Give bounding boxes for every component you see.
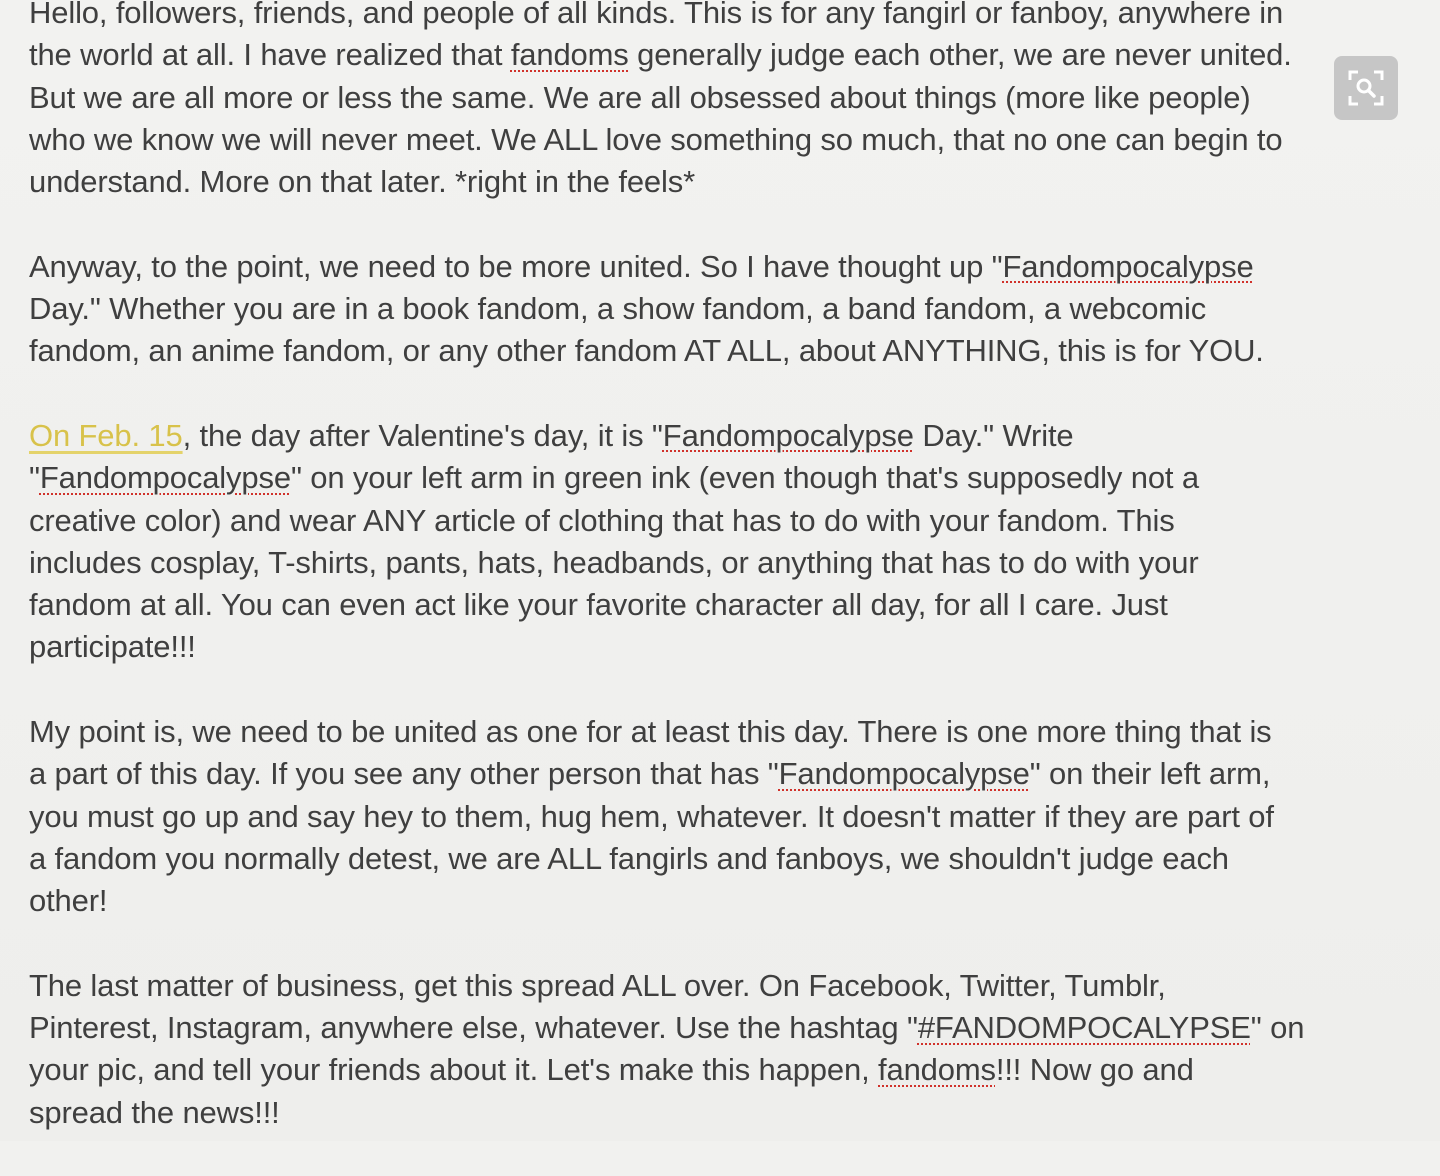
spellcheck-word[interactable]: Fandompocalypse [39, 460, 291, 496]
text-line: a fandom you normally detest, we are ALL fangirls and fanboys, we shouldn't judge each [29, 840, 1229, 876]
text-line: On Feb. 15, the day after Valentine's day, it is "Fandompocalypse Day." Write [29, 417, 1074, 453]
zoom-button[interactable] [1334, 56, 1398, 120]
text-line: your pic, and tell your friends about it. Let's make this happen, fandoms!!! Now go and [29, 1052, 1194, 1088]
text-line: who we know we will never meet. We ALL love something so much, that no one can begin to [29, 121, 1283, 157]
spellcheck-word[interactable]: Fandompocalypse [662, 417, 914, 453]
text-line: Anyway, to the point, we need to be more united. So I have thought up "Fandompocalypse [29, 248, 1254, 284]
text-line: creative color) and wear ANY article of clothing that has to do with your fandom. This [29, 502, 1175, 538]
spellcheck-word[interactable]: #FANDOMPOCALYPSE [917, 1010, 1251, 1046]
post-text [29, 0, 1399, 1176]
text-line: Hello, followers, friends, and people of all kinds. This is for any fangirl or fanboy, anywhere in [29, 0, 1284, 30]
text-line: includes cosplay, T-shirts, pants, hats, headbands, or anything that has to do with your [29, 544, 1199, 580]
text-line: "Fandompocalypse" on your left arm in green ink (even though that's supposedly not a [29, 460, 1199, 496]
text-line: a part of this day. If you see any other person that has "Fandompocalypse" on their left arm, [29, 756, 1271, 792]
paragraph-intro [29, 0, 1399, 203]
zoom-search-icon [1346, 68, 1386, 108]
text-line: Day." Whether you are in a book fandom, a show fandom, a band fandom, a webcomic [29, 291, 1207, 327]
text-line: My point is, we need to be united as one for at least this day. There is one more thing that is [29, 714, 1272, 750]
text-line: other! [29, 883, 108, 919]
text-line: understand. More on that later. *right in the feels* [29, 164, 695, 200]
text-line: Pinterest, Instagram, anywhere else, whatever. Use the hashtag "#FANDOMPOCALYPSE" on [29, 1010, 1305, 1046]
text-line: the world at all. I have realized that fandoms generally judge each other, we are never united. [29, 37, 1292, 73]
text-line: But we are all more or less the same. We are all obsessed about things (more like people) [29, 79, 1251, 115]
paragraph-point [29, 711, 1399, 922]
spellcheck-word[interactable]: Fandompocalypse [1002, 248, 1254, 284]
text-line: fandom, an anime fandom, or any other fandom AT ALL, about ANYTHING, this is for YOU. [29, 333, 1264, 369]
text-line: spread the news!!! [29, 1094, 280, 1130]
text-line: fandom at all. You can even act like your favorite character all day, for all I care. Just [29, 587, 1168, 623]
text-line: The last matter of business, get this spread ALL over. On Facebook, Twitter, Tumblr, [29, 967, 1166, 1003]
date-link[interactable]: On Feb. 15 [29, 417, 183, 453]
paragraph-date [29, 415, 1399, 669]
text-line: you must go up and say hey to them, hug hem, whatever. It doesn't matter if they are part of [29, 798, 1274, 834]
spellcheck-word[interactable]: Fandompocalypse [778, 756, 1030, 792]
spellcheck-word[interactable]: fandoms [878, 1052, 996, 1088]
text-line: participate!!! [29, 629, 196, 665]
spellcheck-word[interactable]: fandoms [510, 37, 629, 73]
paragraph-spread [29, 965, 1399, 1134]
paragraph-united [29, 246, 1399, 373]
